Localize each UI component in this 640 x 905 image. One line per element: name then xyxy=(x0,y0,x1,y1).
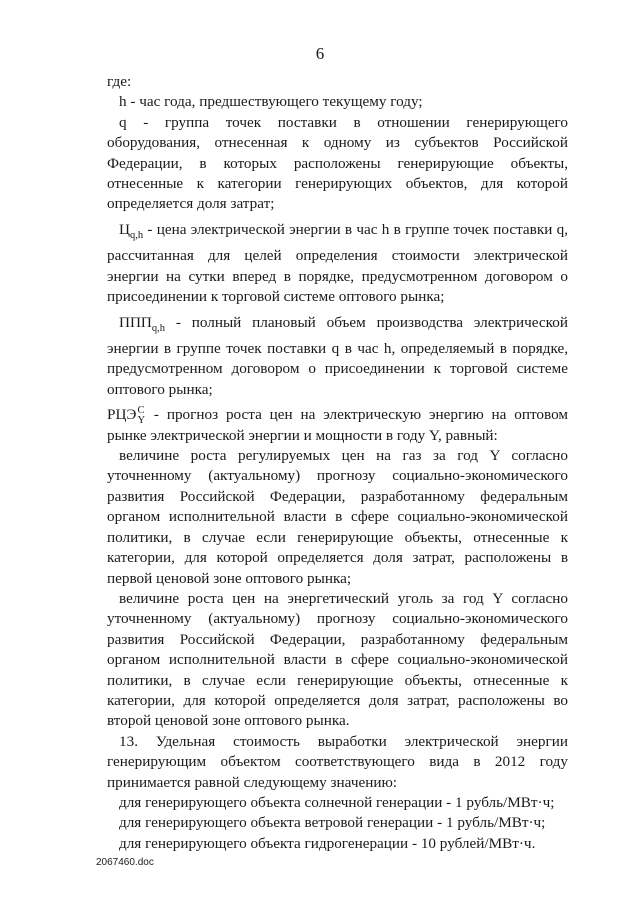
document-body xyxy=(107,72,568,854)
footer-filename: 2067460.doc xyxy=(96,857,154,868)
term-subscript: q,h xyxy=(151,322,166,334)
page-number: 6 xyxy=(315,44,325,63)
definition-growth xyxy=(107,405,568,446)
growth-item-coal: величине роста цен на энергетический уголь за год Y согласно уточненному (актуальному) прогнозу социально-экономического развития Российской Федерации, разработанному федеральным органом исполнительной власти в сфере социально-экономической политики, в случае если генерирующие объекты, отнесенные к категории, для которой определяется доля затрат, расположены во второй ценовой зоне оптового рынка. xyxy=(107,589,568,730)
clause-13: 13. Удельная стоимость выработки электрической энергии генерирующим объектом соответствующего вида в 2012 году принимается равной следующему значению: xyxy=(107,732,568,791)
value-hydro: для генерирующего объекта гидрогенерации - 10 рублей/МВт·ч. xyxy=(119,834,536,852)
definition-q xyxy=(107,113,568,215)
term: Ц xyxy=(119,220,130,238)
value-wind: для генерирующего объекта ветровой генерации - 1 рубль/МВт·ч; xyxy=(119,814,546,832)
growth-item-gas: величине роста регулируемых цен на газ за год Y согласно уточненному (актуальному) прогнозу социально-экономического развития Российской Федерации, разработанному федеральным органом исполнительной власти в сфере социально-экономической политики, в случае если генерирующие объекты, отнесенные к категории, для которой определяется доля затрат, расположены в первой ценовой зоне оптового рынка; xyxy=(107,447,568,587)
term-subscript: q,h xyxy=(129,229,144,241)
definition-text: - цена электрической энергии в час h в группе точек поставки q, рассчитанная для целей определения стоимости электрической энергии на сутки вперед в порядке, предусмотренном договором о присоединении к торговой системе оптового рынка; xyxy=(107,220,568,306)
term: ППП xyxy=(119,313,152,331)
definition-price xyxy=(107,220,568,308)
term-superscript: С xyxy=(137,404,145,416)
definition-h xyxy=(107,92,568,112)
term-subscript: Y xyxy=(137,414,146,426)
term: РЦЭ xyxy=(107,406,137,424)
definition-text: - группа точек поставки в отношении генерирующего оборудования, отнесенная к одному из субъектов Российской Федерации, в которых расположены генерирующие объекты, отнесенные к категории генерирующих объектов, для которой определяется доля затрат; xyxy=(107,113,568,213)
definition-text: - прогноз роста цен на электрическую энергию на оптовом рынке электрической энергии и мощности в году Y, равный: xyxy=(107,406,568,444)
term: h xyxy=(119,93,127,111)
value-solar: для генерирующего объекта солнечной генерации - 1 рубль/МВт·ч; xyxy=(119,793,555,811)
definition-text: - час года, предшествующего текущему году; xyxy=(126,93,423,111)
intro-text: где: xyxy=(107,73,132,90)
term: q xyxy=(119,113,127,131)
definition-volume xyxy=(107,313,568,401)
definition-text: - полный плановый объем производства электрической энергии в группе точек поставки q в час h, определяемый в порядке, предусмотренном договором о присоединении к торговой системе оптового рынка; xyxy=(107,313,568,398)
